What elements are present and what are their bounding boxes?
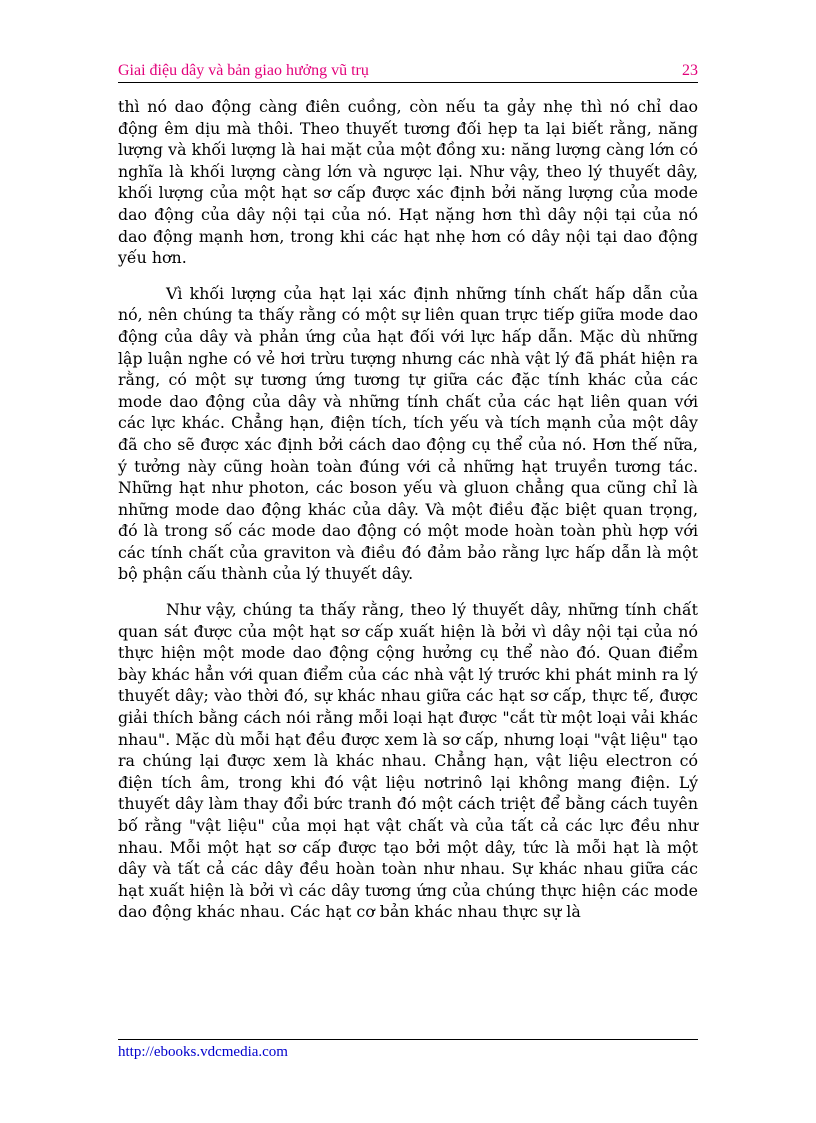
page-number: 23 (682, 62, 698, 79)
paragraph-2: Vì khối lượng của hạt lại xác định những tính chất hấp dẫn của nó, nên chúng ta thấy rằng có một sự liên quan trực tiếp giữa mode dao động của dây và phản ứng của hạt đối với lực hấp dẫn. Mặc dù những lập luận nghe có vẻ hơi trừu tượng nhưng các nhà vật lý đã phát hiện ra rằng, có một sự tương ứng tương tự giữa các đặc tính khác của các mode dao động của dây và những tính chất của các hạt liên quan với các lực khác. Chẳng hạn, điện tích, tích yếu và tích mạnh của một dây đã cho sẽ được xác định bởi cách dao động cụ thể của nó. Hơn thế nữa, ý tưởng này cũng hoàn toàn đúng với cả những hạt truyền tương tác. Những hạt như photon, các boson yếu và gluon chẳng qua cũng chỉ là những mode dao động khác của dây. Và một điều đặc biệt quan trọng, đó là trong số các mode dao động có một mode hoàn toàn phù hợp với các tính chất của graviton và điều đó đảm bảo rằng lực hấp dẫn là một bộ phận cấu thành của lý thuyết dây. (118, 283, 698, 584)
paragraph-1: thì nó dao động càng điên cuồng, còn nếu ta gảy nhẹ thì nó chỉ dao động êm dịu mà thôi. Theo thuyết tương đối hẹp ta lại biết rằng, năng lượng và khối lượng là hai mặt của một đồng xu: năng lượng càng lớn có nghĩa là khối lượng càng lớn và ngược lại. Như vậy, theo lý thuyết dây, khối lượng của một hạt sơ cấp được xác định bởi năng lượng của mode dao động của dây nội tại của nó. Hạt nặng hơn thì dây nội tại của nó dao động mạnh hơn, trong khi các hạt nhẹ hơn có dây nội tại dao động yếu hơn. (118, 97, 698, 268)
running-header (118, 62, 698, 82)
book-title: Giai điệu dây và bản giao hưởng vũ trụ (118, 62, 369, 79)
footer-divider (118, 1039, 698, 1040)
header-divider (118, 82, 698, 83)
paragraph-3: Như vậy, chúng ta thấy rằng, theo lý thuyết dây, những tính chất quan sát được của một hạt sơ cấp xuất hiện là bởi vì dây nội tại của nó thực hiện một mode dao động cộng hưởng cụ thể nào đó. Quan điểm bày khác hẳn với quan điểm của các nhà vật lý trước khi phát minh ra lý thuyết dây; vào thời đó, sự khác nhau giữa các hạt sơ cấp, thực tế, được giải thích bằng cách nói rằng mỗi loại hạt được "cắt từ một loại vải khác nhau". Mặc dù mỗi hạt đều được xem là sơ cấp, nhưng loại "vật liệu" tạo ra chúng lại được xem là khác nhau. Chẳng hạn, vật liệu electron có điện tích âm, trong khi đó vật liệu nơtrinô lại không mang điện. Lý thuyết dây làm thay đổi bức tranh đó một cách triệt để bằng cách tuyên bố rằng "vật liệu" của mọi hạt vật chất và của tất cả các lực đều như nhau. Mỗi một hạt sơ cấp được tạo bởi một dây, tức là mỗi hạt là một dây và tất cả các dây đều hoàn toàn như nhau. Sự khác nhau giữa các hạt xuất hiện là bởi vì các dây tương ứng của chúng thực hiện các mode dao động khác nhau. Các hạt cơ bản khác nhau thực sự là (118, 600, 698, 922)
body-text (118, 96, 698, 937)
footer-link[interactable]: http://ebooks.vdcmedia.com (118, 1044, 288, 1060)
